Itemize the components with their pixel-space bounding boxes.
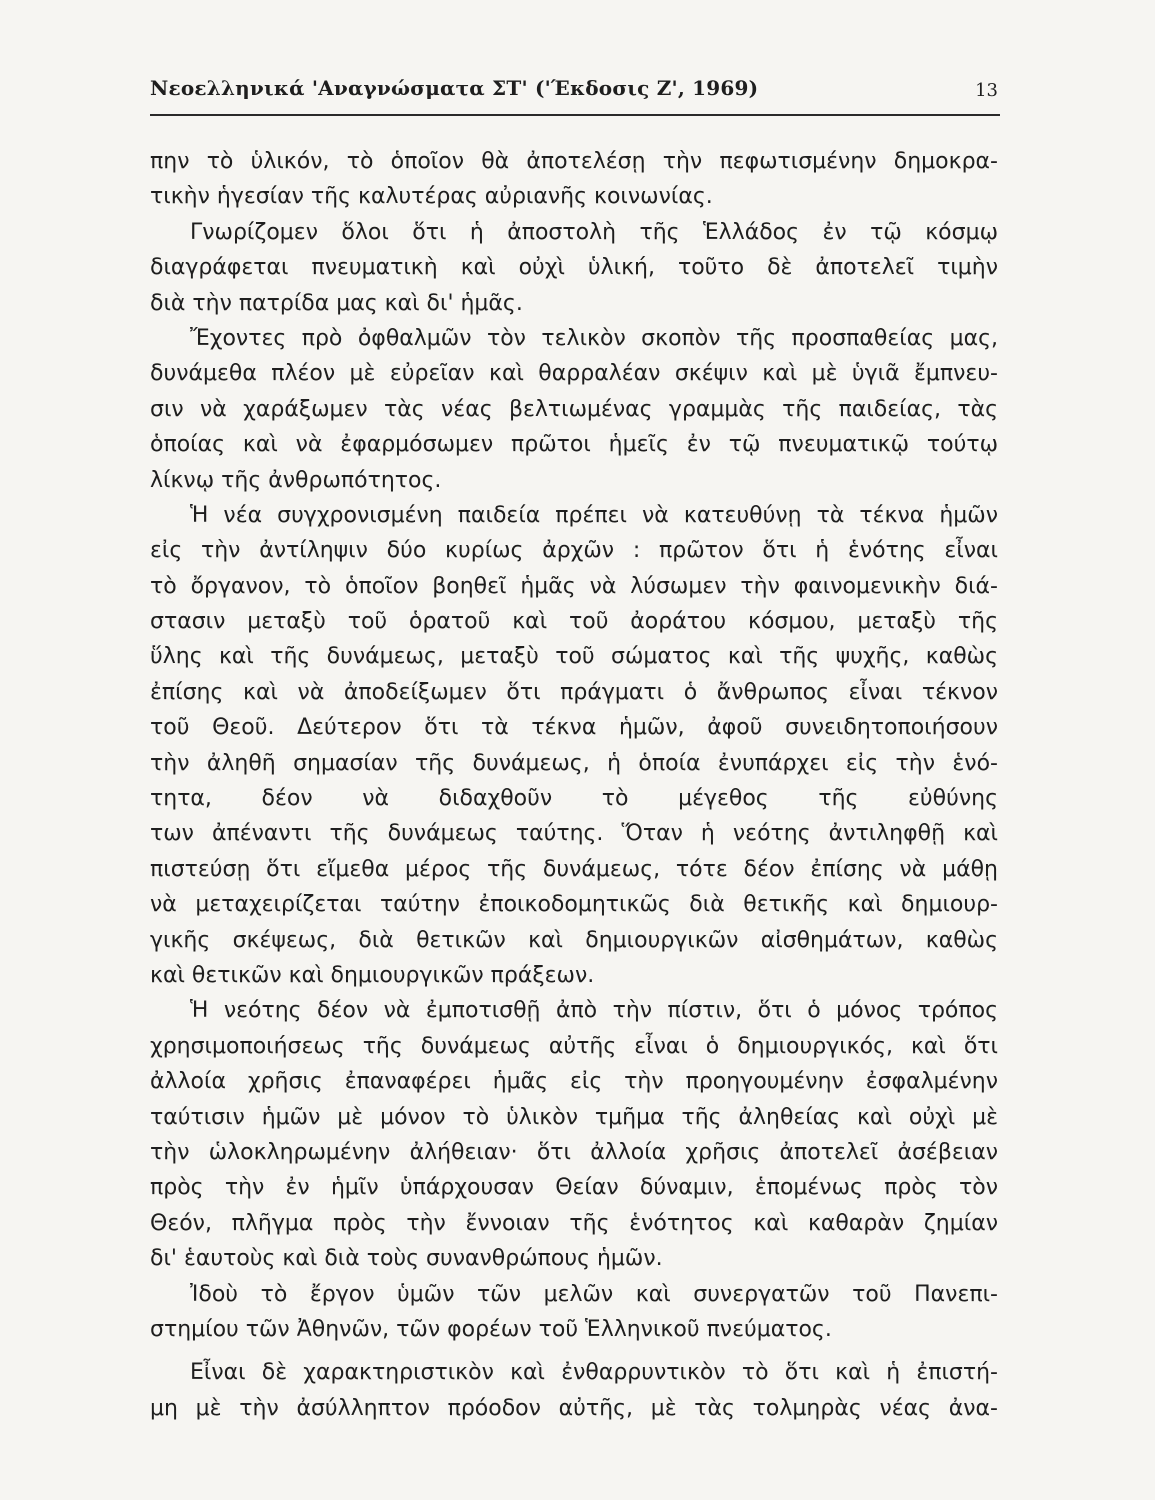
text-line: πρὸς τὴν ἐν ἡμῖν ὑπάρχουσαν Θείαν δύναμιν, ἑπομένως πρὸς τὸν <box>150 1175 998 1201</box>
text-line: χρησιμοποιήσεως τῆς δυνάμεως αὐτῆς εἶναι ὁ δημιουργικός, καὶ ὅτι <box>150 1033 998 1059</box>
text-line: τοῦ Θεοῦ. Δεύτερον ὅτι τὰ τέκνα ἡμῶν, ἀφοῦ συνειδητοποιήσουν <box>150 715 998 741</box>
text-line: λίκνῳ τῆς ἀνθρωπότητος. <box>150 467 442 493</box>
text-line: των ἀπέναντι τῆς δυνάμεως ταύτης. Ὅταν ἡ νεότης ἀντιληφθῇ καὶ <box>150 821 998 847</box>
text-line: ὕλης καὶ τῆς δυνάμεως, μεταξὺ τοῦ σώματος καὶ τῆς ψυχῆς, καθὼς <box>150 644 998 670</box>
text-line: Γνωρίζομεν ὅλοι ὅτι ἡ ἀποστολὴ τῆς Ἑλλάδος ἐν τῷ κόσμῳ <box>190 219 998 245</box>
text-line: Θεόν, πλῆγμα πρὸς τὴν ἔννοιαν τῆς ἑνότητος καὶ καθαρὰν ζημίαν <box>150 1210 998 1236</box>
text-line: Εἶναι δὲ χαρακτηριστικὸν καὶ ἐνθαρρυντικὸν τὸ ὅτι καὶ ἡ ἐπιστή- <box>190 1360 998 1386</box>
text-line: πην τὸ ὑλικόν, τὸ ὁποῖον θὰ ἀποτελέσῃ τὴν πεφωτισμένην δημοκρα- <box>150 149 998 174</box>
text-line: τὸ ὄργανον, τὸ ὁποῖον βοηθεῖ ἡμᾶς νὰ λύσωμεν τὴν φαινομενικὴν διά- <box>150 573 998 599</box>
text-line: Ἡ νέα συγχρονισμένη παιδεία πρέπει νὰ κατευθύνῃ τὰ τέκνα ἡμῶν <box>190 502 998 528</box>
text-line: διὰ τὴν πατρίδα μας καὶ δι' ἡμᾶς. <box>150 290 523 316</box>
text-line: στασιν μεταξὺ τοῦ ὁρατοῦ καὶ τοῦ ἀοράτου κόσμου, μεταξὺ τῆς <box>150 609 998 635</box>
text-line: πιστεύσῃ ὅτι εἴμεθα μέρος τῆς δυνάμεως, τότε δέον ἐπίσης νὰ μάθῃ <box>150 856 998 882</box>
text-line: εἰς τὴν ἀντίληψιν δύο κυρίως ἀρχῶν : πρῶτον ὅτι ἡ ἑνότης εἶναι <box>150 538 998 564</box>
text-line: καὶ θετικῶν καὶ δημιουργικῶν πράξεων. <box>150 962 595 988</box>
body-text <box>150 144 998 1426</box>
text-line: τὴν ὡλοκληρωμένην ἀλήθειαν· ὅτι ἀλλοία χρῆσις ἀποτελεῖ ἀσέβειαν <box>150 1139 998 1165</box>
text-line: Ἔχοντες πρὸ ὀφθαλμῶν τὸν τελικὸν σκοπὸν τῆς προσπαθείας μας, <box>190 325 998 351</box>
text-line: νὰ μεταχειρίζεται ταύτην ἐποικοδομητικῶς διὰ θετικῆς καὶ δημιουρ- <box>150 892 998 918</box>
running-header <box>150 72 1000 116</box>
text-line: μη μὲ τὴν ἀσύλληπτον πρόοδον αὐτῆς, μὲ τὰς τολμηρὰς νέας ἀνα- <box>150 1395 998 1421</box>
text-line: δι' ἑαυτοὺς καὶ διὰ τοὺς συνανθρώπους ἡμῶν. <box>150 1246 663 1272</box>
text-line: Ἡ νεότης δέον νὰ ἐμποτισθῇ ἀπὸ τὴν πίστιν, ὅτι ὁ μόνος τρόπος <box>190 998 998 1024</box>
page-number: 13 <box>975 80 998 101</box>
text-line: τικὴν ἡγεσίαν τῆς καλυτέρας αὐριανῆς κοινωνίας. <box>150 184 713 210</box>
text-line: Ἰδοὺ τὸ ἔργον ὑμῶν τῶν μελῶν καὶ συνεργατῶν τοῦ Πανεπι- <box>190 1281 998 1307</box>
text-line: ταύτισιν ἡμῶν μὲ μόνον τὸ ὑλικὸν τμῆμα τῆς ἀληθείας καὶ οὐχὶ μὲ <box>150 1104 998 1130</box>
text-line: σιν νὰ χαράξωμεν τὰς νέας βελτιωμένας γραμμὰς τῆς παιδείας, τὰς <box>150 396 998 422</box>
text-line: στημίου τῶν Ἀθηνῶν, τῶν φορέων τοῦ Ἑλληνικοῦ πνεύματος. <box>150 1316 832 1342</box>
text-line: ὁποίας καὶ νὰ ἐφαρμόσωμεν πρῶτοι ἡμεῖς ἐν τῷ πνευματικῷ τούτῳ <box>150 432 998 458</box>
text-line: γικῆς σκέψεως, διὰ θετικῶν καὶ δημιουργικῶν αἰσθημάτων, καθὼς <box>150 927 998 953</box>
text-line: ἐπίσης καὶ νὰ ἀποδείξωμεν ὅτι πράγματι ὁ ἄνθρωπος εἶναι τέκνον <box>150 679 998 705</box>
text-line: διαγράφεται πνευματικὴ καὶ οὐχὶ ὑλική, τοῦτο δὲ ἀποτελεῖ τιμὴν <box>150 255 998 281</box>
text-line: τητα, δέον νὰ διδαχθοῦν τὸ μέγεθος τῆς εὐθύνης <box>150 786 998 812</box>
text-line: ἀλλοία χρῆσις ἐπαναφέρει ἡμᾶς εἰς τὴν προηγουμένην ἐσφαλμένην <box>150 1069 998 1095</box>
text-line: δυνάμεθα πλέον μὲ εὐρεῖαν καὶ θαρραλέαν σκέψιν καὶ μὲ ὑγιᾶ ἔμπνευ- <box>150 361 998 387</box>
text-line: τὴν ἀληθῆ σημασίαν τῆς δυνάμεως, ἡ ὁποία ἐνυπάρχει εἰς τὴν ἑνό- <box>150 750 998 776</box>
running-header-title: Νεοελληνικά 'Αναγνώσματα ΣΤ' ('Έκδοσις Ζ', 1969) <box>150 76 759 100</box>
